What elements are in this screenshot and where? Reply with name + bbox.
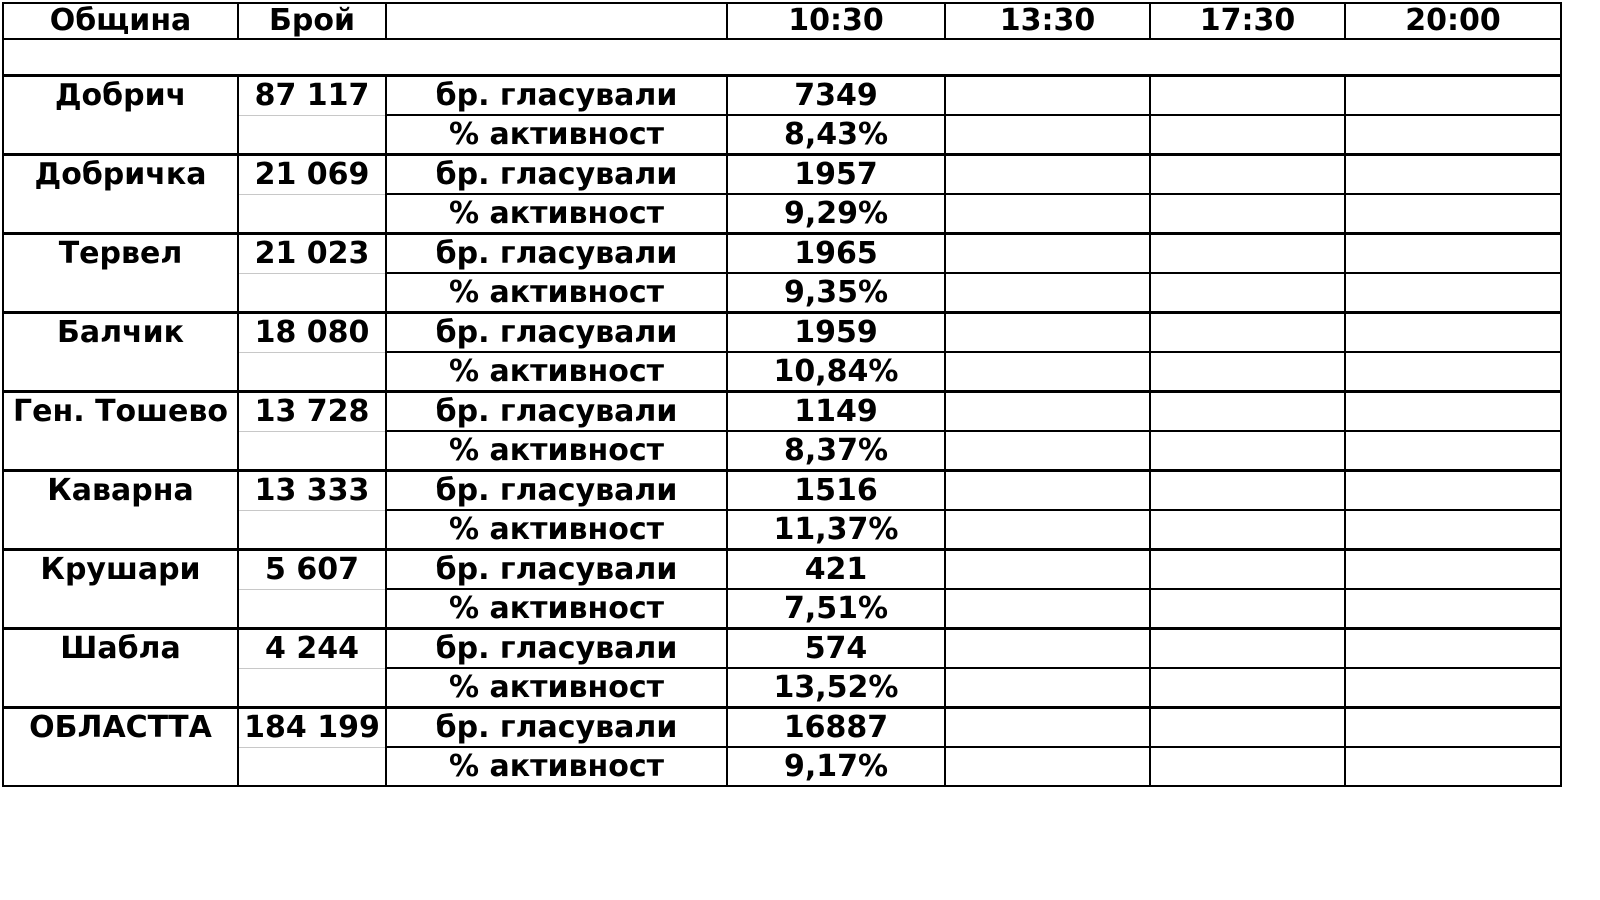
empty-cell [1150,155,1345,195]
empty-cell [945,471,1150,511]
count-empty-cell [238,352,386,392]
empty-cell [945,431,1150,471]
empty-cell [1150,629,1345,669]
activity-label: % активност [386,589,727,629]
municipality-name: Балчик [3,313,238,392]
empty-cell [1150,273,1345,313]
empty-cell [1345,76,1561,116]
empty-cell [945,550,1150,590]
municipality-name: Каварна [3,471,238,550]
count-empty-cell [238,115,386,155]
empty-cell [1345,155,1561,195]
empty-cell [945,76,1150,116]
empty-cell [1150,76,1345,116]
spacer-cell [3,39,1561,76]
empty-cell [1150,550,1345,590]
empty-cell [945,668,1150,708]
empty-cell [1345,273,1561,313]
activity-value-1030: 9,29% [727,194,945,234]
table-row [3,629,1561,669]
voter-count: 4 244 [238,629,386,669]
empty-cell [945,313,1150,353]
activity-label: % активност [386,352,727,392]
voted-label: бр. гласували [386,76,727,116]
empty-cell [1345,510,1561,550]
municipality-name: Шабла [3,629,238,708]
empty-cell [945,747,1150,786]
empty-cell [1345,352,1561,392]
empty-cell [1150,392,1345,432]
header-count: Брой [238,3,386,39]
empty-cell [1150,747,1345,786]
empty-cell [945,589,1150,629]
voted-label: бр. гласували [386,550,727,590]
activity-value-1030: 7,51% [727,589,945,629]
activity-label: % активност [386,510,727,550]
voter-count: 21 069 [238,155,386,195]
empty-cell [1150,194,1345,234]
empty-cell [1150,668,1345,708]
voted-value-1030: 1957 [727,155,945,195]
table-row [3,234,1561,274]
empty-cell [1345,313,1561,353]
empty-cell [1150,471,1345,511]
empty-cell [1345,471,1561,511]
count-empty-cell [238,194,386,234]
table-row [3,550,1561,590]
voter-count: 21 023 [238,234,386,274]
header-municipality: Община [3,3,238,39]
voter-count: 184 199 [238,708,386,748]
empty-cell [1345,194,1561,234]
activity-label: % активност [386,668,727,708]
municipality-name: Ген. Тошево [3,392,238,471]
empty-cell [1345,708,1561,748]
voted-value-1030: 1965 [727,234,945,274]
table-row [3,471,1561,511]
activity-label: % активност [386,273,727,313]
activity-value-1030: 8,37% [727,431,945,471]
empty-cell [1345,747,1561,786]
municipality-name: Крушари [3,550,238,629]
voted-label: бр. гласували [386,708,727,748]
table-row [3,392,1561,432]
count-empty-cell [238,668,386,708]
empty-cell [945,115,1150,155]
table-row [3,155,1561,195]
empty-cell [1150,352,1345,392]
count-empty-cell [238,589,386,629]
voted-value-1030: 1959 [727,313,945,353]
activity-value-1030: 13,52% [727,668,945,708]
header-time-2: 13:30 [945,3,1150,39]
activity-value-1030: 11,37% [727,510,945,550]
municipality-name: Тервел [3,234,238,313]
count-empty-cell [238,273,386,313]
header-metric [386,3,727,39]
activity-value-1030: 9,35% [727,273,945,313]
voted-label: бр. гласували [386,629,727,669]
voted-value-1030: 16887 [727,708,945,748]
municipality-name: Добрич [3,76,238,155]
voter-count: 5 607 [238,550,386,590]
voter-count: 13 728 [238,392,386,432]
empty-cell [1150,431,1345,471]
empty-cell [945,352,1150,392]
empty-cell [945,708,1150,748]
empty-cell [1150,589,1345,629]
activity-value-1030: 9,17% [727,747,945,786]
count-empty-cell [238,510,386,550]
table-row [3,313,1561,353]
activity-label: % активност [386,431,727,471]
voter-count: 13 333 [238,471,386,511]
header-time-1: 10:30 [727,3,945,39]
empty-cell [945,234,1150,274]
empty-cell [1150,510,1345,550]
empty-cell [945,273,1150,313]
voted-label: бр. гласували [386,234,727,274]
voted-label: бр. гласували [386,313,727,353]
spacer-row [3,39,1561,76]
header-row [3,3,1561,39]
voted-value-1030: 1149 [727,392,945,432]
count-empty-cell [238,747,386,786]
voted-value-1030: 421 [727,550,945,590]
activity-label: % активност [386,194,727,234]
empty-cell [945,510,1150,550]
header-time-4: 20:00 [1345,3,1561,39]
municipality-name: ОБЛАСТТА [3,708,238,787]
activity-label: % активност [386,747,727,786]
count-empty-cell [238,431,386,471]
table-row [3,76,1561,116]
voted-label: бр. гласували [386,155,727,195]
municipality-name: Добричка [3,155,238,234]
turnout-table [2,2,1562,787]
empty-cell [1345,589,1561,629]
table-row [3,708,1561,748]
activity-value-1030: 8,43% [727,115,945,155]
voted-value-1030: 1516 [727,471,945,511]
empty-cell [1345,115,1561,155]
empty-cell [1345,431,1561,471]
voted-label: бр. гласували [386,471,727,511]
empty-cell [1150,234,1345,274]
empty-cell [1150,313,1345,353]
empty-cell [945,392,1150,432]
empty-cell [1345,392,1561,432]
empty-cell [1150,115,1345,155]
empty-cell [1345,629,1561,669]
voted-value-1030: 7349 [727,76,945,116]
empty-cell [1345,550,1561,590]
voted-value-1030: 574 [727,629,945,669]
voter-count: 18 080 [238,313,386,353]
empty-cell [1345,234,1561,274]
empty-cell [945,155,1150,195]
voted-label: бр. гласували [386,392,727,432]
activity-label: % активност [386,115,727,155]
empty-cell [945,629,1150,669]
empty-cell [945,194,1150,234]
header-time-3: 17:30 [1150,3,1345,39]
empty-cell [1345,668,1561,708]
empty-cell [1150,708,1345,748]
voter-count: 87 117 [238,76,386,116]
activity-value-1030: 10,84% [727,352,945,392]
